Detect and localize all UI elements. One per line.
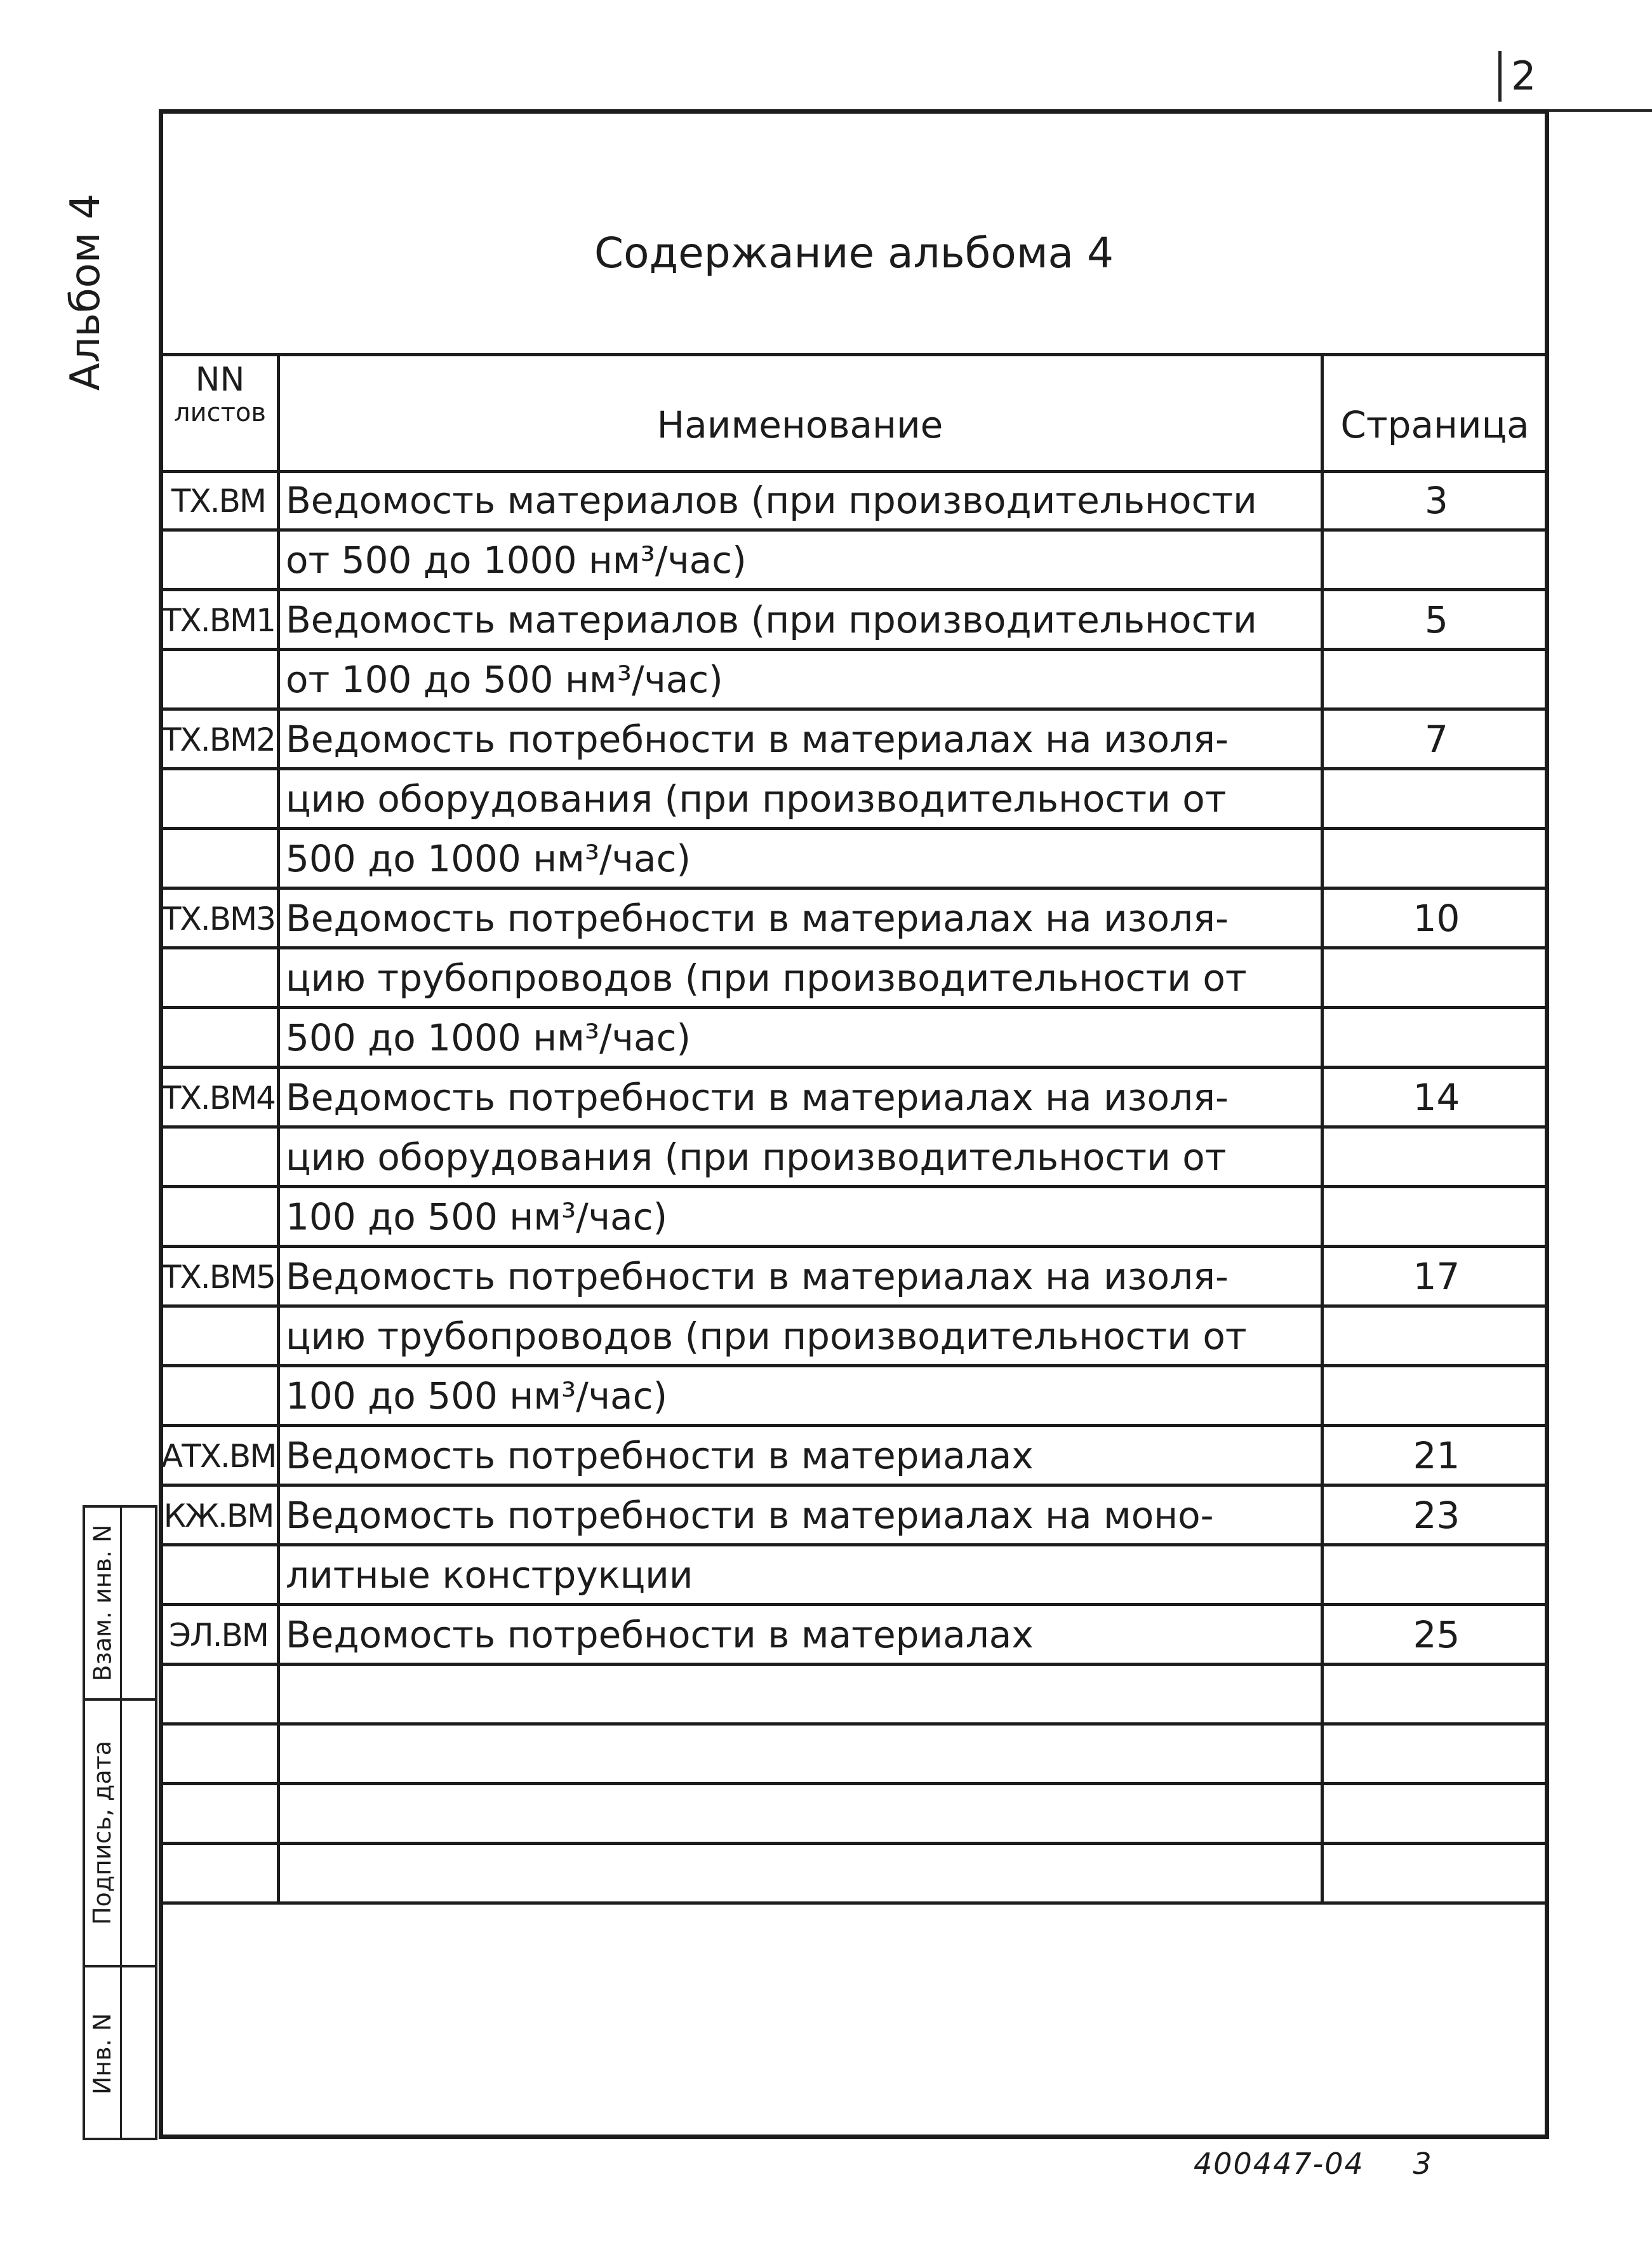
document-sheet-number: 3 <box>1413 2147 1433 2181</box>
stamp-divider-vertical <box>120 1508 122 2138</box>
table-rule <box>159 707 1549 711</box>
table-rule <box>159 1484 1549 1487</box>
table-rule <box>159 1304 1549 1308</box>
sheet-name: 100 до 500 нм³/час) <box>286 1195 668 1238</box>
table-rule <box>159 1842 1549 1845</box>
table-rule <box>159 1603 1549 1606</box>
sheet-page-number: 21 <box>1413 1434 1460 1477</box>
sheet-name: Ведомость потребности в материалах на изоля- <box>286 1255 1229 1298</box>
table-rule <box>159 528 1549 532</box>
table-rule <box>159 946 1549 949</box>
sheet-code: ТХ.ВМ1 <box>162 602 275 639</box>
sheet-name: от 100 до 500 нм³/час) <box>286 658 723 701</box>
sheet-name: цию оборудования (при производительности от <box>286 1136 1227 1179</box>
header-code <box>161 363 279 426</box>
sheet-code: ТХ.ВМ <box>171 483 266 519</box>
sheet-name: от 500 до 1000 нм³/час) <box>286 539 747 582</box>
table-rule <box>159 1006 1549 1009</box>
table-rule <box>159 887 1549 890</box>
table-rule <box>159 1782 1549 1785</box>
table-rule <box>159 1901 1549 1905</box>
sheet-code: ЭЛ.ВМ <box>169 1617 268 1654</box>
sheet-page-number: 25 <box>1413 1613 1460 1656</box>
stamp-bottom-label: Инв. N <box>88 2013 117 2095</box>
page-number: 2 <box>1511 53 1536 99</box>
table-rule <box>159 1245 1549 1248</box>
sheet-code: ТХ.ВМ5 <box>162 1259 275 1296</box>
album-side-text: Альбом 4 <box>62 193 109 391</box>
table-rule <box>159 353 1549 356</box>
stamp-top-label: Взам. инв. N <box>88 1524 117 1682</box>
sheet-name: цию трубопроводов (при производительности от <box>286 956 1247 1000</box>
table-rule <box>159 1125 1549 1129</box>
table-column-rule <box>1321 353 1324 1903</box>
sheet-name: Ведомость потребности в материалах на моно- <box>286 1494 1214 1537</box>
sheet-name: 100 до 500 нм³/час) <box>286 1374 668 1418</box>
table-rule <box>159 1543 1549 1546</box>
album-side-label <box>51 165 121 419</box>
header-page: Страница <box>1340 403 1529 446</box>
header-code-bottom: листов <box>174 398 266 427</box>
margin-stamp <box>83 1505 157 2140</box>
header-code-top: NN <box>195 361 245 399</box>
sheet-name: 500 до 1000 нм³/час) <box>286 1016 691 1059</box>
sheet-name: Ведомость потребности в материалах <box>286 1434 1034 1477</box>
sheet-code: КЖ.ВМ <box>163 1498 274 1534</box>
sheet-name: Ведомость потребности в материалах <box>286 1613 1034 1656</box>
table-rule <box>159 588 1549 591</box>
sheet-page-number: 7 <box>1425 718 1448 761</box>
sheet-name: Ведомость потребности в материалах на изоля- <box>286 897 1229 940</box>
table-rule <box>159 767 1549 770</box>
sheet-name: Ведомость потребности в материалах на изоля- <box>286 1076 1229 1119</box>
table-rule <box>159 1066 1549 1069</box>
sheet-name: Ведомость потребности в материалах на изоля- <box>286 718 1229 761</box>
table-rule <box>159 470 1549 473</box>
table-column-rule <box>277 353 280 1903</box>
table-rule <box>159 827 1549 830</box>
table-rule <box>159 1364 1549 1367</box>
document-code-number: 400447-04 <box>1194 2147 1364 2181</box>
table-rule <box>159 1185 1549 1188</box>
table-rule <box>159 1722 1549 1726</box>
stamp-mid-label: Подпись, дата <box>88 1740 117 1926</box>
sheet-page-number: 23 <box>1413 1494 1460 1537</box>
sheet-name: цию трубопроводов (при производительности от <box>286 1315 1247 1358</box>
sheet-name: цию оборудования (при производительности от <box>286 777 1227 821</box>
sheet-page-number: 14 <box>1413 1076 1460 1119</box>
table-rule <box>159 1663 1549 1666</box>
header-name: Наименование <box>656 403 943 446</box>
document-code <box>1194 2147 1433 2181</box>
page-title: Содержание альбома 4 <box>594 229 1114 278</box>
sheet-code: ТХ.ВМ3 <box>162 901 275 937</box>
sheet-code: ТХ.ВМ4 <box>162 1080 275 1116</box>
sheet-name: Ведомость материалов (при производительности <box>286 598 1257 641</box>
sheet-name: Ведомость материалов (при производительности <box>286 479 1257 522</box>
sheet-page-number: 17 <box>1413 1255 1460 1298</box>
sheet-page-number: 5 <box>1425 598 1448 641</box>
sheet-name: 500 до 1000 нм³/час) <box>286 837 691 880</box>
table-rule <box>159 648 1549 651</box>
sheet-page-number: 3 <box>1425 479 1448 522</box>
sheet-code: АТХ.ВМ <box>161 1438 276 1475</box>
sheet-name: литные конструкции <box>286 1553 693 1597</box>
sheet-page-number: 10 <box>1413 897 1460 940</box>
table-rule <box>159 1424 1549 1427</box>
sheet-code: ТХ.ВМ2 <box>162 721 275 758</box>
